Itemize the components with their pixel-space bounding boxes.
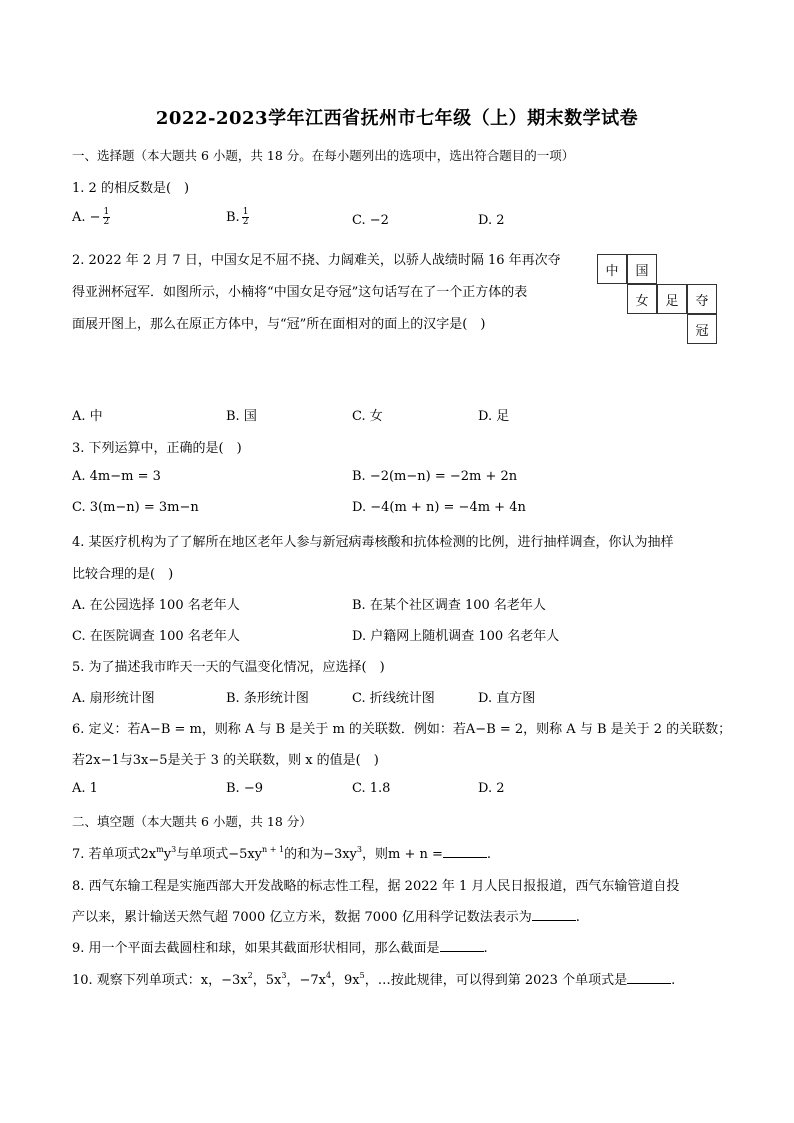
q7-part-2: y (163, 847, 172, 862)
net-face-nv: 女 (627, 284, 657, 314)
q4-option-c: C. 在医院调查 100 名老年人 (72, 629, 240, 644)
q10-answer-blank[interactable] (627, 971, 671, 984)
q7-sup-2: 3 (171, 845, 177, 854)
page-title: 2022-2023学年江西省抚州市七年级（上）期末数学试卷 (155, 108, 639, 129)
q10-part-5: ，…按此规律，可以得到第 2023 个单项式是 (364, 973, 628, 988)
q4-option-a: A. 在公园选择 100 名老年人 (72, 598, 240, 613)
q1-a-numerator: 1 (103, 207, 110, 217)
q7-part-4: 的和为−3xy (284, 847, 357, 862)
q5-option-c: C. 折线统计图 (352, 691, 435, 706)
q6-option-d: D. 2 (478, 781, 505, 796)
q1-a-prefix: A. − (72, 210, 101, 225)
q10-stem (72, 969, 675, 988)
section-heading-fill: 二、填空题（本大题共 6 小题，共 18 分） (72, 814, 312, 829)
q3-option-a: A. 4m−m = 3 (72, 469, 161, 484)
q3-option-b: B. −2(m−n) = −2m + 2n (352, 469, 518, 484)
q8-line-2-text: 产以来，累计输送天然气超 7000 亿立方米，数据 7000 亿用科学记数法表示为 (72, 910, 532, 925)
q8-answer-blank[interactable] (532, 908, 576, 921)
q8-end: . (575, 910, 580, 925)
q9-text: 9. 用一个平面去截圆柱和球，如果其截面形状相同，那么截面是 (72, 941, 440, 956)
q3-option-c: C. 3(m−n) = 3m−n (72, 500, 199, 515)
q4-line-2: 比较合理的是( ) (72, 567, 174, 582)
q9-end: . (483, 941, 488, 956)
q9-answer-blank[interactable] (440, 939, 484, 952)
q8-line-1: 8. 西气东输工程是实施西部大开发战略的标志性工程，据 2022 年 1 月人民日报报道，西气东输管道自投 (72, 879, 680, 894)
q9-stem (72, 937, 488, 956)
q1-option-b (226, 208, 249, 227)
q4-option-b: B. 在某个社区调查 100 名老年人 (352, 598, 546, 613)
q7-sup-1: m (156, 845, 164, 854)
q5-stem: 5. 为了描述我市昨天一天的气温变化情况，应选择( ) (72, 660, 385, 675)
q1-b-numerator: 1 (242, 207, 249, 217)
q2-line-2: 得亚洲杯冠军．如图所示，小楠将“中国女足夺冠”这句话写在了一个正方体的表 (72, 285, 528, 300)
q1-option-d: D. 2 (478, 213, 505, 228)
q1-a-fraction (103, 208, 111, 227)
q6-line-1: 6. 定义：若A−B = m，则称 A 与 B 是关于 m 的关联数．例如：若A−B = 2，则称 A 与 B 是关于 2 的关联数； (72, 722, 732, 737)
q7-part-3: 与单项式−5xy (176, 847, 263, 862)
q1-b-denominator: 2 (242, 217, 249, 227)
q1-stem: 1. 2 的相反数是( ) (72, 181, 190, 196)
q10-sup-2: 3 (281, 971, 287, 980)
q6-option-a: A. 1 (72, 781, 98, 796)
q1-option-c: C. −2 (352, 213, 389, 228)
q2-option-b: B. 国 (226, 409, 257, 424)
q7-stem (72, 843, 491, 862)
q4-line-1: 4. 某医疗机构为了了解所在地区老年人参与新冠病毒核酸和抗体检测的比例，进行抽样调查，你认为抽样 (72, 535, 674, 550)
q1-b-prefix: B. (226, 210, 240, 225)
q10-end: . (671, 973, 676, 988)
q6-option-c: C. 1.8 (352, 781, 391, 796)
q7-part-5: ，则m + n = (362, 847, 443, 862)
q10-part-4: ，9x (331, 973, 360, 988)
section-heading-choice: 一、选择题（本大题共 6 小题，共 18 分。在每小题列出的选项中，选出符合题目的一项） (72, 148, 575, 163)
net-face-zhong: 中 (597, 254, 627, 284)
q5-option-d: D. 直方图 (478, 691, 536, 706)
q7-part-1: 7. 若单项式2x (72, 847, 157, 862)
q10-part-2: ，5x (252, 973, 282, 988)
q10-part-3: ，−7x (286, 973, 326, 988)
q2-option-c: C. 女 (352, 409, 383, 424)
q6-option-b: B. −9 (226, 781, 263, 796)
q4-option-d: D. 户籍网上随机调查 100 名老年人 (352, 629, 560, 644)
q10-sup-3: 4 (325, 971, 332, 980)
q1-option-a (72, 208, 110, 227)
cube-net-figure (597, 254, 721, 346)
q3-option-d: D. −4(m + n) = −4m + 4n (352, 500, 526, 515)
q1-b-fraction (242, 208, 250, 227)
q7-answer-blank[interactable] (443, 845, 487, 858)
q10-part-1: 10. 观察下列单项式：x，−3x (72, 973, 248, 988)
q5-option-b: B. 条形统计图 (226, 691, 309, 706)
q5-option-a: A. 扇形统计图 (72, 691, 155, 706)
q6-line-2: 若2x−1与3x−5是关于 3 的关联数，则 x 的值是( ) (72, 753, 379, 768)
q10-sup-4: 5 (359, 971, 365, 980)
q7-sup-4: 3 (356, 845, 362, 854)
q2-option-d: D. 足 (478, 409, 510, 424)
net-face-guo: 国 (627, 254, 657, 284)
q10-sup-1: 2 (247, 971, 253, 980)
q2-line-1: 2. 2022 年 2 月 7 日，中国女足不屈不挠、力阔难关，以骄人战绩时隔 16 年再次夺 (72, 253, 561, 268)
q2-option-a: A. 中 (72, 409, 103, 424)
q3-stem: 3. 下列运算中，正确的是( ) (72, 441, 242, 456)
q7-end: . (486, 847, 492, 862)
q2-line-3: 面展开图上，那么在原正方体中，与“冠”所在面相对的面上的汉字是( ) (72, 317, 486, 332)
net-face-zu: 足 (657, 284, 687, 314)
net-face-duo: 夺 (687, 284, 717, 314)
q1-a-denominator: 2 (103, 217, 110, 227)
net-face-guan: 冠 (687, 314, 717, 344)
q7-sup-3: n + 1 (262, 845, 285, 854)
q8-line-2 (72, 906, 580, 925)
